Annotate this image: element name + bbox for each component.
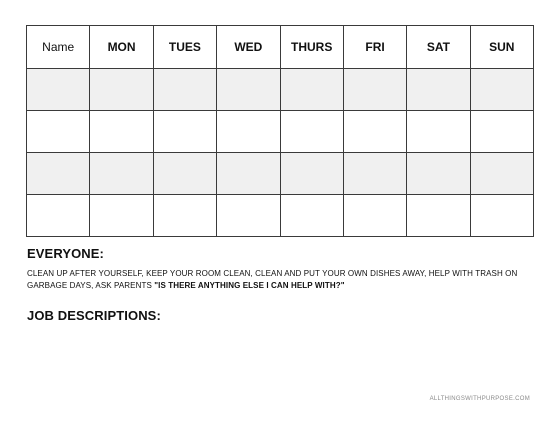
- table-row: [27, 69, 534, 111]
- table-cell[interactable]: [280, 69, 343, 111]
- column-header-name: Name: [27, 26, 90, 69]
- column-header-tues: TUES: [153, 26, 216, 69]
- table-row: [27, 153, 534, 195]
- table-cell[interactable]: [217, 153, 280, 195]
- table-cell[interactable]: [470, 195, 533, 237]
- table-cell[interactable]: [27, 153, 90, 195]
- table-cell[interactable]: [27, 111, 90, 153]
- chore-chart-table: [26, 25, 534, 237]
- job-descriptions-heading: JOB DESCRIPTIONS:: [27, 308, 161, 323]
- table-cell[interactable]: [217, 69, 280, 111]
- everyone-heading: EVERYONE:: [27, 246, 104, 261]
- table-cell[interactable]: [90, 69, 153, 111]
- table-cell[interactable]: [407, 195, 470, 237]
- column-header-fri: FRI: [343, 26, 406, 69]
- table-row: [27, 111, 534, 153]
- column-header-thurs: THURS: [280, 26, 343, 69]
- website-credit: ALLTHINGSWITHPURPOSE.COM: [429, 396, 530, 402]
- table-cell[interactable]: [470, 153, 533, 195]
- table-cell[interactable]: [90, 153, 153, 195]
- table-cell[interactable]: [280, 111, 343, 153]
- table-cell[interactable]: [27, 195, 90, 237]
- table-cell[interactable]: [407, 69, 470, 111]
- table-cell[interactable]: [343, 69, 406, 111]
- table-cell[interactable]: [217, 111, 280, 153]
- column-header-sat: SAT: [407, 26, 470, 69]
- table-cell[interactable]: [343, 195, 406, 237]
- table-cell[interactable]: [407, 111, 470, 153]
- table-cell[interactable]: [470, 69, 533, 111]
- table-cell[interactable]: [90, 111, 153, 153]
- table-cell[interactable]: [153, 195, 216, 237]
- table-cell[interactable]: [27, 69, 90, 111]
- everyone-instructions-text: CLEAN UP AFTER YOURSELF, KEEP YOUR ROOM CLEAN, CLEAN AND PUT YOUR OWN DISHES AWAY, HELP WITH TRASH ON GARBAGE DAYS, ASK PARENTS: [27, 269, 518, 290]
- everyone-instructions-question: "IS THERE ANYTHING ELSE I CAN HELP WITH?": [154, 281, 345, 290]
- table-cell[interactable]: [90, 195, 153, 237]
- table-cell[interactable]: [153, 69, 216, 111]
- everyone-instructions: [27, 268, 527, 292]
- table-header-row: [27, 26, 534, 69]
- table-cell[interactable]: [407, 153, 470, 195]
- table-cell[interactable]: [343, 111, 406, 153]
- table-cell[interactable]: [153, 111, 216, 153]
- column-header-wed: WED: [217, 26, 280, 69]
- table-cell[interactable]: [280, 195, 343, 237]
- column-header-sun: SUN: [470, 26, 533, 69]
- table-cell[interactable]: [153, 153, 216, 195]
- table-cell[interactable]: [470, 111, 533, 153]
- column-header-mon: MON: [90, 26, 153, 69]
- table-cell[interactable]: [343, 153, 406, 195]
- table-cell[interactable]: [280, 153, 343, 195]
- table-cell[interactable]: [217, 195, 280, 237]
- table-row: [27, 195, 534, 237]
